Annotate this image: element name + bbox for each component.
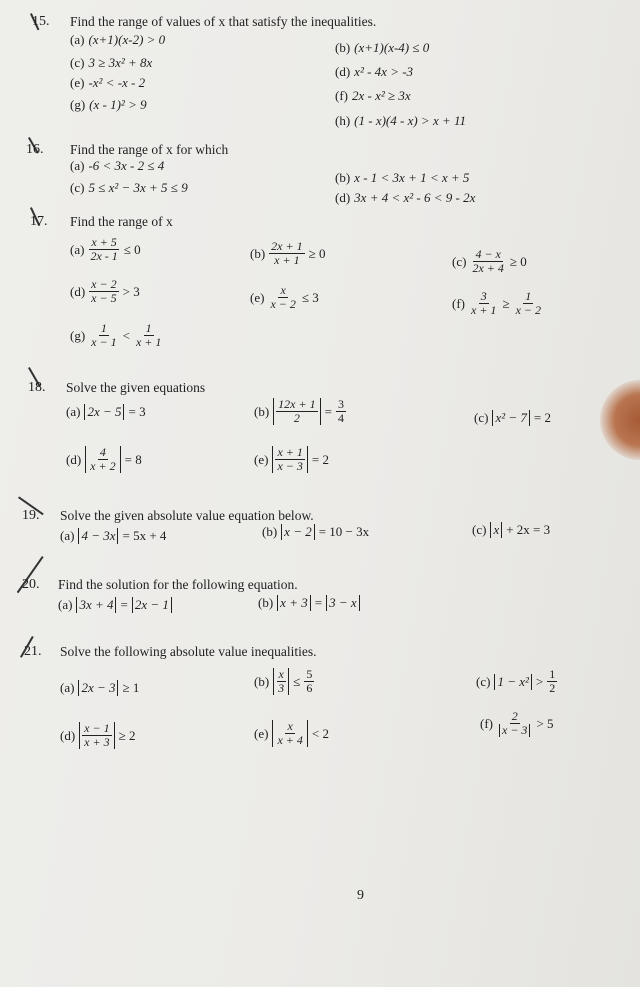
q15-f: (f) 2x - x² ≥ 3x (335, 88, 411, 103)
q19-prompt: Solve the given absolute value equation below. (60, 508, 314, 523)
q17-c: (c) $\frac{4 - x}{2x + 4}$ ≥ 0 (452, 247, 527, 275)
q18-e: (e) $\frac{x + 1}{x - 3}$ = 2 (254, 445, 329, 473)
q15-h: (h) (1 - x)(4 - x) > x + 11 (335, 113, 467, 128)
q20-a: (a) 3x + 4 = 2x − 1 (58, 597, 172, 613)
q16-prompt: Find the range of x for which (70, 142, 229, 157)
q18-c: (c) x² − 7 = 2 (474, 410, 551, 425)
q17-d: (d) $\frac{x - 2}{x - 5}$ > 3 (70, 277, 140, 305)
q21-prompt: Solve the following absolute value inequalities. (60, 644, 317, 659)
q21-number: 21. (24, 644, 42, 659)
q19-c: (c) x + 2x = 3 (472, 522, 551, 537)
q16-b: (b) x - 1 < 3x + 1 < x + 5 (335, 170, 470, 185)
q16-number: 16. (26, 142, 44, 157)
q20-number: 20. (22, 577, 40, 592)
q17-e: (e) $\frac{x}{x - 2}$ ≤ 3 (250, 283, 319, 311)
q15-prompt: Find the range of values of x that satisfy the inequalities. (70, 14, 377, 29)
q16-c: (c) 5 ≤ x² − 3x + 5 ≤ 9 (70, 180, 188, 195)
q19-a: (a) 4 − 3x = 5x + 4 (60, 528, 167, 543)
q21-b: (b) $\frac{x}{3}$ ≤ $\frac{5}{6}$ (254, 667, 313, 695)
q21-d: (d) $\frac{x - 1}{x + 3}$ ≥ 2 (60, 721, 136, 749)
q17-a: (a) $\frac{x + 5}{2x - 1}$ ≤ 0 (70, 235, 141, 263)
q15-d: (d) x² - 4x > -3 (335, 64, 414, 79)
q15-a: (a) (x+1)(x-2) > 0 (70, 32, 166, 47)
q18-a: (a) 2x − 5 = 3 (66, 404, 146, 419)
q21-c: (c) 1 − x² > $\frac{1}{2}$ (476, 667, 556, 695)
q21-a: (a) 2x − 3 ≥ 1 (60, 680, 140, 695)
q16-a: (a) -6 < 3x - 2 ≤ 4 (70, 158, 165, 173)
q18-d: (d) $\frac{4}{x + 2}$ = 8 (66, 445, 142, 473)
q18-number: 18. (28, 380, 46, 395)
page-number: 9 (357, 888, 364, 903)
q17-b: (b) $\frac{2x + 1}{x + 1}$ ≥ 0 (250, 239, 326, 267)
q19-number: 19. (22, 508, 40, 523)
q15-c: (c) 3 ≥ 3x² + 8x (70, 55, 153, 70)
q18-prompt: Solve the given equations (66, 380, 206, 395)
q17-prompt: Find the range of x (70, 214, 173, 229)
q21-f: (f) $\frac{2}{x - 3}$ > 5 (480, 709, 554, 737)
q21-e: (e) $\frac{x}{x + 4}$ < 2 (254, 719, 329, 747)
q15-b: (b) (x+1)(x-4) ≤ 0 (335, 40, 430, 55)
q17-f: (f) $\frac{3}{x + 1}$ ≥ $\frac{1}{x - 2}$ (452, 289, 542, 317)
q20-prompt: Find the solution for the following equation. (58, 577, 298, 592)
q15-g: (g) (x - 1)² > 9 (70, 97, 147, 112)
q19-b: (b) x − 2 = 10 − 3x (262, 524, 370, 539)
q17-g: (g) $\frac{1}{x - 1}$ < $\frac{1}{x + 1}$ (70, 321, 162, 349)
q17-number: 17. (30, 214, 48, 229)
q15-e: (e) -x² < -x - 2 (70, 75, 146, 90)
q16-d: (d) 3x + 4 < x² - 6 < 9 - 2x (335, 190, 476, 205)
q15-number: 15. (32, 14, 50, 29)
q18-b: (b) $\frac{12x + 1}{2}$ = $\frac{3}{4}$ (254, 397, 344, 425)
q20-b: (b) x + 3 = 3 − x (258, 595, 360, 611)
